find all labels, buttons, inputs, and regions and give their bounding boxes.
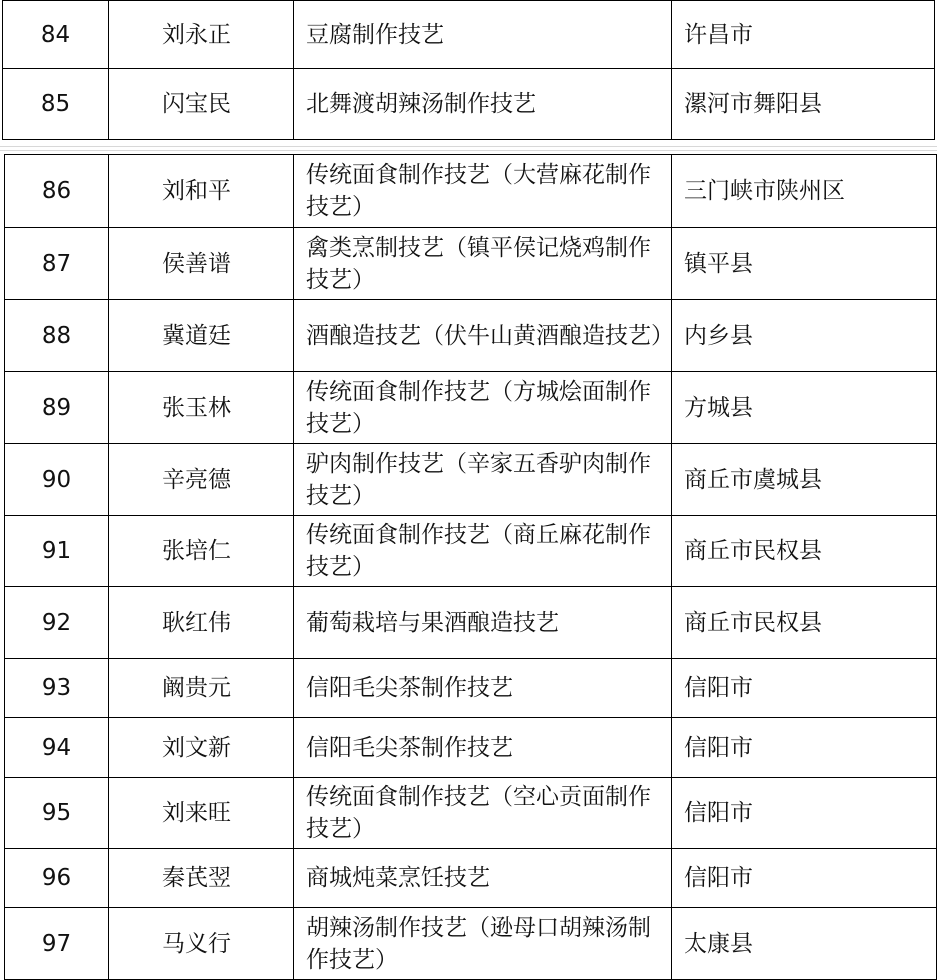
heritage-item: 商城炖菜烹饪技艺	[294, 849, 672, 908]
row-number: 91	[5, 516, 109, 587]
heritage-item: 禽类烹制技艺（镇平侯记烧鸡制作技艺）	[294, 228, 672, 300]
inheritor-name: 耿红伟	[109, 587, 294, 659]
location: 内乡县	[672, 300, 937, 372]
row-number: 96	[5, 849, 109, 908]
heritage-item: 传统面食制作技艺（空心贡面制作技艺）	[294, 778, 672, 849]
location: 商丘市民权县	[672, 516, 937, 587]
table-body	[3, 1, 935, 140]
row-number: 93	[5, 659, 109, 718]
inheritor-name: 张培仁	[109, 516, 294, 587]
location: 信阳市	[672, 778, 937, 849]
location: 信阳市	[672, 849, 937, 908]
row-number: 87	[5, 228, 109, 300]
location: 信阳市	[672, 718, 937, 778]
heritage-item: 传统面食制作技艺（商丘麻花制作技艺）	[294, 516, 672, 587]
location: 许昌市	[672, 1, 935, 69]
inheritor-name: 刘来旺	[109, 778, 294, 849]
table-row	[5, 155, 937, 228]
location: 商丘市民权县	[672, 587, 937, 659]
row-number: 86	[5, 155, 109, 228]
row-number: 97	[5, 908, 109, 980]
table-row	[5, 659, 937, 718]
page-break-line	[0, 150, 937, 151]
row-number: 92	[5, 587, 109, 659]
heritage-table-top	[2, 0, 935, 140]
heritage-item: 信阳毛尖茶制作技艺	[294, 659, 672, 718]
location: 信阳市	[672, 659, 937, 718]
page-break-line	[0, 146, 937, 147]
heritage-table-bottom	[4, 154, 937, 980]
inheritor-name: 阚贵元	[109, 659, 294, 718]
location: 商丘市虞城县	[672, 444, 937, 516]
inheritor-name: 马义行	[109, 908, 294, 980]
location: 太康县	[672, 908, 937, 980]
row-number: 94	[5, 718, 109, 778]
inheritor-name: 秦芪翌	[109, 849, 294, 908]
row-number: 88	[5, 300, 109, 372]
heritage-item: 豆腐制作技艺	[294, 1, 672, 69]
inheritor-name: 刘文新	[109, 718, 294, 778]
table-row	[5, 908, 937, 980]
location: 漯河市舞阳县	[672, 69, 935, 140]
table-row	[5, 444, 937, 516]
table-row	[5, 300, 937, 372]
inheritor-name: 刘和平	[109, 155, 294, 228]
heritage-item: 传统面食制作技艺（方城烩面制作技艺）	[294, 372, 672, 444]
heritage-item: 传统面食制作技艺（大营麻花制作技艺）	[294, 155, 672, 228]
inheritor-name: 冀道廷	[109, 300, 294, 372]
heritage-item: 驴肉制作技艺（辛家五香驴肉制作技艺）	[294, 444, 672, 516]
heritage-item: 葡萄栽培与果酒酿造技艺	[294, 587, 672, 659]
table-row	[5, 718, 937, 778]
row-number: 84	[3, 1, 109, 69]
heritage-item: 信阳毛尖茶制作技艺	[294, 718, 672, 778]
location: 三门峡市陕州区	[672, 155, 937, 228]
table-row	[5, 587, 937, 659]
table-row	[5, 778, 937, 849]
inheritor-name: 辛亮德	[109, 444, 294, 516]
table-row	[5, 849, 937, 908]
table-row	[5, 372, 937, 444]
row-number: 89	[5, 372, 109, 444]
table-row	[3, 69, 935, 140]
table-row	[5, 516, 937, 587]
inheritor-name: 闪宝民	[109, 69, 294, 140]
row-number: 85	[3, 69, 109, 140]
inheritor-name: 侯善谱	[109, 228, 294, 300]
row-number: 95	[5, 778, 109, 849]
location: 镇平县	[672, 228, 937, 300]
row-number: 90	[5, 444, 109, 516]
table-row	[3, 1, 935, 69]
heritage-item: 北舞渡胡辣汤制作技艺	[294, 69, 672, 140]
location: 方城县	[672, 372, 937, 444]
table-row	[5, 228, 937, 300]
inheritor-name: 张玉林	[109, 372, 294, 444]
table-body	[5, 155, 937, 980]
inheritor-name: 刘永正	[109, 1, 294, 69]
heritage-item: 酒酿造技艺（伏牛山黄酒酿造技艺）	[294, 300, 672, 372]
heritage-item: 胡辣汤制作技艺（逊母口胡辣汤制作技艺）	[294, 908, 672, 980]
